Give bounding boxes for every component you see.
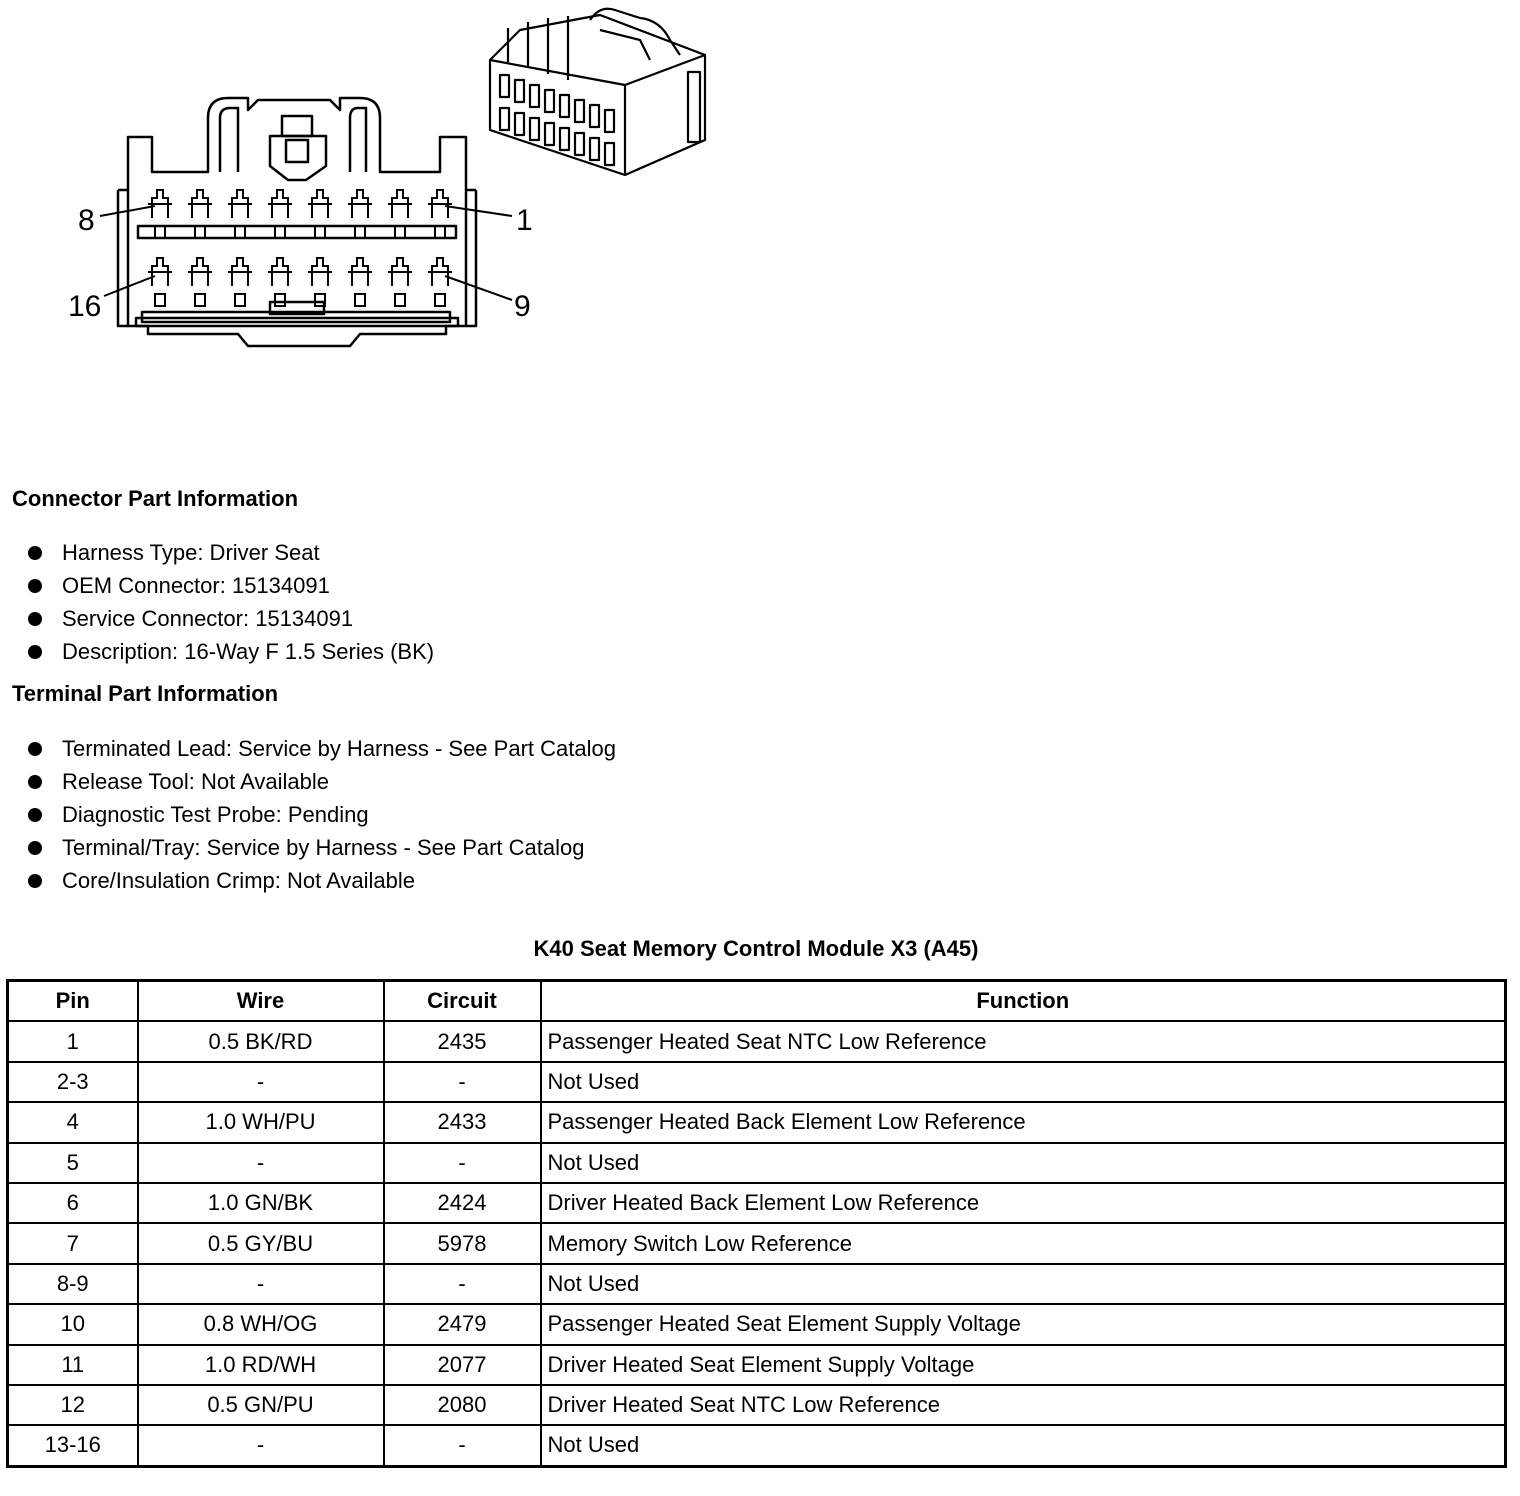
terminal-cavity (388, 258, 412, 286)
table-row (8, 1425, 1506, 1466)
connector-part-list (26, 541, 434, 673)
iso-cavity (605, 110, 614, 132)
table-row (8, 1143, 1506, 1183)
table-row (8, 1102, 1506, 1142)
cell-pin: 4 (8, 1102, 138, 1142)
table-row (8, 1183, 1506, 1223)
terminal-cavity (308, 258, 332, 286)
terminal-cavity (268, 190, 292, 218)
cell-function: Passenger Heated Back Element Low Reference (541, 1102, 1506, 1142)
terminal-slot (235, 226, 245, 238)
cell-function: Not Used (541, 1143, 1506, 1183)
terminal-cavity (188, 258, 212, 286)
terminal-part-item (26, 737, 616, 770)
terminal-cavity (228, 190, 252, 218)
iso-cavity (515, 80, 524, 102)
terminal-cavity (348, 258, 372, 286)
bullet-icon (28, 645, 42, 659)
cell-wire: - (138, 1425, 384, 1466)
cell-pin: 11 (8, 1345, 138, 1385)
terminal-slot (155, 226, 165, 238)
table-header-row (8, 981, 1506, 1022)
cell-function: Not Used (541, 1062, 1506, 1102)
header-function: Function (541, 981, 1506, 1022)
terminal-cavity (428, 190, 452, 218)
terminal-slot (355, 294, 365, 306)
cell-pin: 6 (8, 1183, 138, 1223)
table-row (8, 1345, 1506, 1385)
pin-table (6, 979, 1507, 1468)
cell-wire: 0.8 WH/OG (138, 1304, 384, 1344)
pin-label-9: 9 (514, 290, 531, 323)
cell-pin: 8-9 (8, 1264, 138, 1304)
pin-label-16: 16 (68, 290, 102, 323)
bullet-icon (28, 874, 42, 888)
cell-function: Not Used (541, 1425, 1506, 1466)
cell-pin: 13-16 (8, 1425, 138, 1466)
cell-function: Driver Heated Back Element Low Reference (541, 1183, 1506, 1223)
bullet-icon (28, 579, 42, 593)
terminal-slot (435, 294, 445, 306)
iso-cavity (590, 138, 599, 160)
terminal-slot (355, 226, 365, 238)
iso-cavity (530, 118, 539, 140)
iso-cavity (515, 113, 524, 135)
terminal-part-item (26, 770, 616, 803)
terminal-slot (395, 294, 405, 306)
terminal-slot (235, 294, 245, 306)
iso-cavity (560, 95, 569, 117)
cell-circuit: 2080 (384, 1385, 541, 1425)
iso-cavity (575, 100, 584, 122)
cell-wire: - (138, 1264, 384, 1304)
connector-part-item (26, 607, 434, 640)
iso-cavity (575, 133, 584, 155)
terminal-slot (435, 226, 445, 238)
terminal-slot (395, 226, 405, 238)
cell-wire: 1.0 RD/WH (138, 1345, 384, 1385)
iso-cavity (560, 128, 569, 150)
terminal-cavity (268, 258, 292, 286)
terminal-slot (155, 294, 165, 306)
iso-cavity (500, 75, 509, 97)
iso-cavity (500, 108, 509, 130)
terminal-part-item-text: Terminal/Tray: Service by Harness - See Part Catalog (62, 835, 585, 860)
terminal-cavity (148, 258, 172, 286)
cell-circuit: - (384, 1062, 541, 1102)
cell-pin: 2-3 (8, 1062, 138, 1102)
terminal-cavity (148, 190, 172, 218)
pin-label-8: 8 (78, 204, 95, 237)
cell-function: Driver Heated Seat Element Supply Voltage (541, 1345, 1506, 1385)
cell-wire: 0.5 GN/PU (138, 1385, 384, 1425)
cell-pin: 7 (8, 1223, 138, 1263)
terminal-part-list (26, 737, 616, 902)
cell-circuit: 5978 (384, 1223, 541, 1263)
terminal-part-item-text: Release Tool: Not Available (62, 769, 330, 794)
table-row (8, 1223, 1506, 1263)
connector-part-item (26, 640, 434, 673)
cell-circuit: 2435 (384, 1021, 541, 1061)
cell-function: Passenger Heated Seat NTC Low Reference (541, 1021, 1506, 1061)
connector-part-item-text: OEM Connector: 15134091 (62, 573, 330, 598)
header-circuit: Circuit (384, 981, 541, 1022)
cell-circuit: 2433 (384, 1102, 541, 1142)
iso-cavity (605, 143, 614, 165)
terminal-slot (195, 294, 205, 306)
iso-cavity (545, 123, 554, 145)
cell-function: Not Used (541, 1264, 1506, 1304)
cell-pin: 10 (8, 1304, 138, 1344)
cell-function: Memory Switch Low Reference (541, 1223, 1506, 1263)
connector-part-item (26, 541, 434, 574)
connector-diagram (0, 0, 760, 360)
table-row (8, 1021, 1506, 1061)
table-row (8, 1304, 1506, 1344)
terminal-part-item (26, 836, 616, 869)
bullet-icon (28, 742, 42, 756)
cell-wire: 0.5 BK/RD (138, 1021, 384, 1061)
table-row (8, 1385, 1506, 1425)
cell-wire: 0.5 GY/BU (138, 1223, 384, 1263)
terminal-part-item (26, 869, 616, 902)
header-wire: Wire (138, 981, 384, 1022)
connector-part-item (26, 574, 434, 607)
terminal-cavity (228, 258, 252, 286)
terminal-slot (275, 226, 285, 238)
cell-wire: - (138, 1143, 384, 1183)
cell-function: Driver Heated Seat NTC Low Reference (541, 1385, 1506, 1425)
cell-wire: - (138, 1062, 384, 1102)
connector-isometric-view (490, 9, 705, 175)
pin-label-1: 1 (516, 204, 533, 237)
connector-part-item-text: Description: 16-Way F 1.5 Series (BK) (62, 639, 435, 664)
terminal-cavity (348, 190, 372, 218)
connector-part-heading: Connector Part Information (12, 486, 299, 511)
cell-pin: 5 (8, 1143, 138, 1183)
cell-wire: 1.0 GN/BK (138, 1183, 384, 1223)
cell-pin: 1 (8, 1021, 138, 1061)
cell-circuit: - (384, 1143, 541, 1183)
terminal-part-item-text: Diagnostic Test Probe: Pending (62, 802, 369, 827)
cell-pin: 12 (8, 1385, 138, 1425)
table-row (8, 1062, 1506, 1102)
terminal-slot (275, 294, 285, 306)
terminal-part-item-text: Core/Insulation Crimp: Not Available (62, 868, 415, 893)
bullet-icon (28, 612, 42, 626)
cell-circuit: 2077 (384, 1345, 541, 1385)
table-row (8, 1264, 1506, 1304)
table-title: K40 Seat Memory Control Module X3 (A45) (533, 936, 979, 961)
connector-part-item-text: Harness Type: Driver Seat (62, 540, 320, 565)
bullet-icon (28, 841, 42, 855)
bullet-icon (28, 546, 42, 560)
iso-cavity (590, 105, 599, 127)
cell-circuit: 2424 (384, 1183, 541, 1223)
terminal-slot (195, 226, 205, 238)
cell-wire: 1.0 WH/PU (138, 1102, 384, 1142)
terminal-cavity (188, 190, 212, 218)
terminal-part-item (26, 803, 616, 836)
cell-circuit: - (384, 1425, 541, 1466)
terminal-part-item-text: Terminated Lead: Service by Harness - See Part Catalog (62, 736, 616, 761)
cell-function: Passenger Heated Seat Element Supply Voltage (541, 1304, 1506, 1344)
bullet-icon (28, 775, 42, 789)
cell-circuit: 2479 (384, 1304, 541, 1344)
terminal-cavity (308, 190, 332, 218)
header-pin: Pin (8, 981, 138, 1022)
iso-cavity (545, 90, 554, 112)
iso-cavity (530, 85, 539, 107)
terminal-cavity (388, 190, 412, 218)
bullet-icon (28, 808, 42, 822)
cell-circuit: - (384, 1264, 541, 1304)
terminal-cavity (428, 258, 452, 286)
terminal-slot (315, 226, 325, 238)
connector-part-item-text: Service Connector: 15134091 (62, 606, 354, 631)
terminal-part-heading: Terminal Part Information (12, 681, 279, 706)
